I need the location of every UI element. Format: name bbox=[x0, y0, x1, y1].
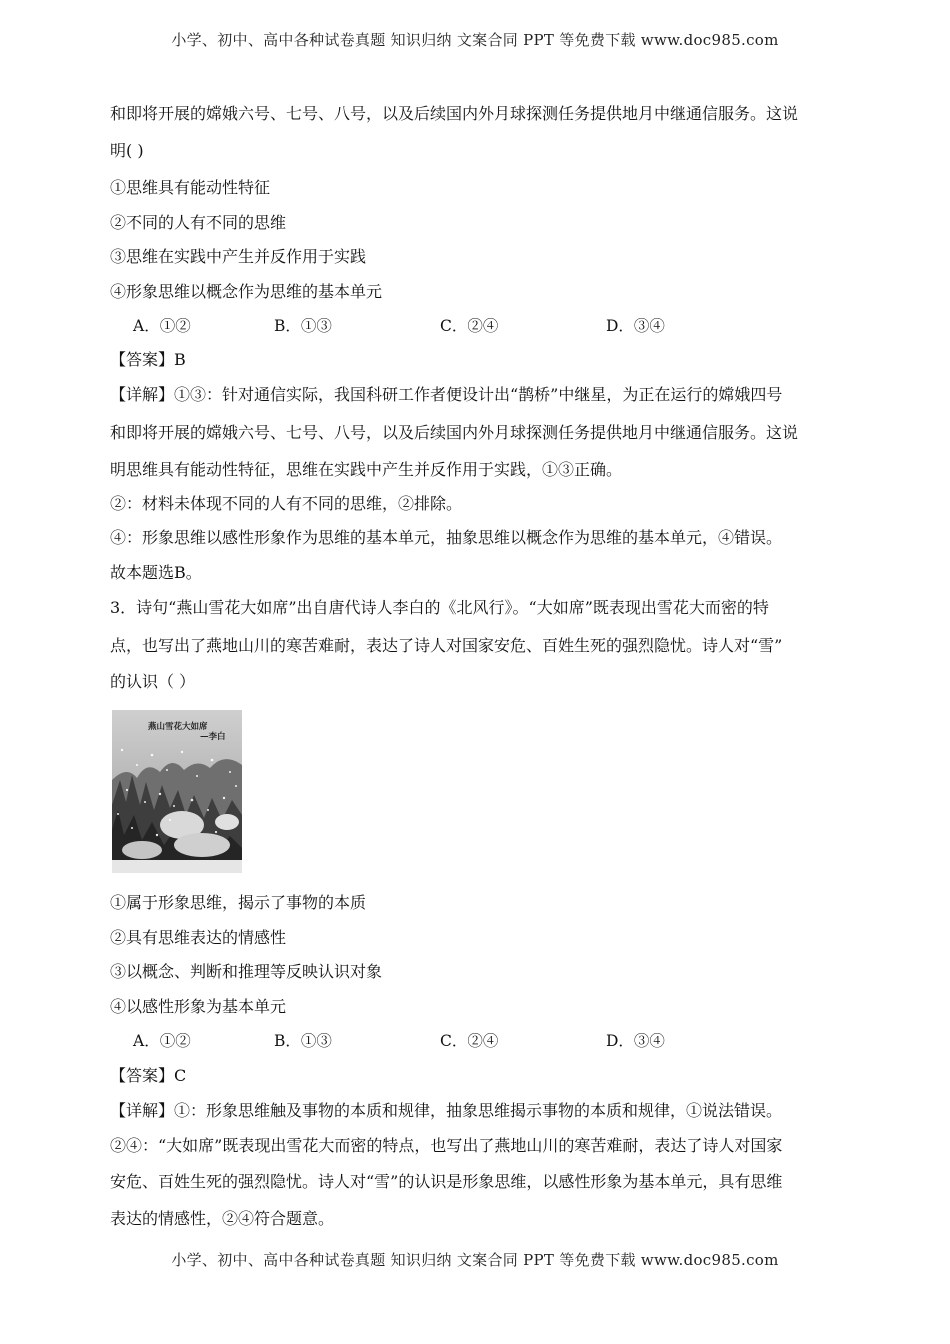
q2-item-2: ②不同的人有不同的思维 bbox=[110, 213, 287, 232]
q2-item-1: ①思维具有能动性特征 bbox=[110, 178, 271, 197]
q3-detail-line-3: 安危、百姓生死的强烈隐忧。诗人对“雪”的认识是形象思维，以感性形象为基本单元，具有思维 bbox=[110, 1172, 783, 1191]
image-caption-author: —李白 bbox=[200, 732, 226, 742]
q3-option-d: D．③④ bbox=[606, 1032, 665, 1050]
q3-item-2: ②具有思维表达的情感性 bbox=[110, 928, 287, 947]
q2-stem-line-2: 明( ) bbox=[110, 141, 144, 160]
q3-stem-line-2: 点，也写出了燕地山川的寒苦难耐，表达了诗人对国家安危、百姓生死的强烈隐忧。诗人对“雪” bbox=[110, 636, 783, 655]
q3-answer: 【答案】C bbox=[110, 1066, 187, 1085]
q2-option-a: A．①② bbox=[133, 317, 191, 335]
q2-detail-line-1: 【详解】①③：针对通信实际，我国科研工作者便设计出“鹊桥”中继星，为正在运行的嫦娥四号 bbox=[110, 385, 783, 404]
image-caption bbox=[112, 722, 242, 742]
page-header: 小学、初中、高中各种试卷真题 知识归纳 文案合同 PPT 等免费下载 www.doc985.com bbox=[171, 31, 779, 49]
q2-stem-line-1: 和即将开展的嫦娥六号、七号、八号，以及后续国内外月球探测任务提供地月中继通信服务。这说 bbox=[110, 104, 799, 123]
page-footer: 小学、初中、高中各种试卷真题 知识归纳 文案合同 PPT 等免费下载 www.doc985.com bbox=[171, 1251, 779, 1269]
image-caption-title: 燕山雪花大如席 bbox=[148, 722, 208, 732]
q2-option-b: B．①③ bbox=[274, 317, 332, 335]
q3-stem-line-1: 3．诗句“燕山雪花大如席”出自唐代诗人李白的《北风行》。“大如席”既表现出雪花大而密的特 bbox=[110, 598, 769, 617]
q3-detail-line-1: 【详解】①：形象思维触及事物的本质和规律，抽象思维揭示事物的本质和规律，①说法错误。 bbox=[110, 1101, 783, 1120]
q3-option-b: B．①③ bbox=[274, 1032, 332, 1050]
q2-detail-line-4: ②：材料未体现不同的人有不同的思维，②排除。 bbox=[110, 494, 463, 513]
q3-detail-line-2: ②④：“大如席”既表现出雪花大而密的特点，也写出了燕地山川的寒苦难耐，表达了诗人对国家 bbox=[110, 1136, 783, 1155]
q3-option-a: A．①② bbox=[133, 1032, 191, 1050]
q2-item-4: ④形象思维以概念作为思维的基本单元 bbox=[110, 282, 383, 301]
q2-answer: 【答案】B bbox=[110, 350, 186, 369]
q2-detail-line-3: 明思维具有能动性特征，思维在实践中产生并反作用于实践，①③正确。 bbox=[110, 460, 623, 479]
q2-detail-line-5: ④：形象思维以感性形象作为思维的基本单元，抽象思维以概念作为思维的基本单元，④错误。 bbox=[110, 528, 783, 547]
q3-item-3: ③以概念、判断和推理等反映认识对象 bbox=[110, 962, 383, 981]
q2-option-c: C．②④ bbox=[440, 317, 499, 335]
snow-scene-image bbox=[112, 710, 242, 873]
q2-detail-line-6: 故本题选B。 bbox=[110, 563, 202, 582]
q3-option-c: C．②④ bbox=[440, 1032, 499, 1050]
q3-detail-line-4: 表达的情感性，②④符合题意。 bbox=[110, 1209, 335, 1228]
q3-item-4: ④以感性形象为基本单元 bbox=[110, 997, 287, 1016]
q2-detail-line-2: 和即将开展的嫦娥六号、七号、八号，以及后续国内外月球探测任务提供地月中继通信服务。这说 bbox=[110, 423, 799, 442]
q3-stem-line-3: 的认识（ ） bbox=[110, 672, 196, 691]
q3-item-1: ①属于形象思维，揭示了事物的本质 bbox=[110, 893, 367, 912]
q2-item-3: ③思维在实践中产生并反作用于实践 bbox=[110, 247, 367, 266]
q2-option-d: D．③④ bbox=[606, 317, 665, 335]
